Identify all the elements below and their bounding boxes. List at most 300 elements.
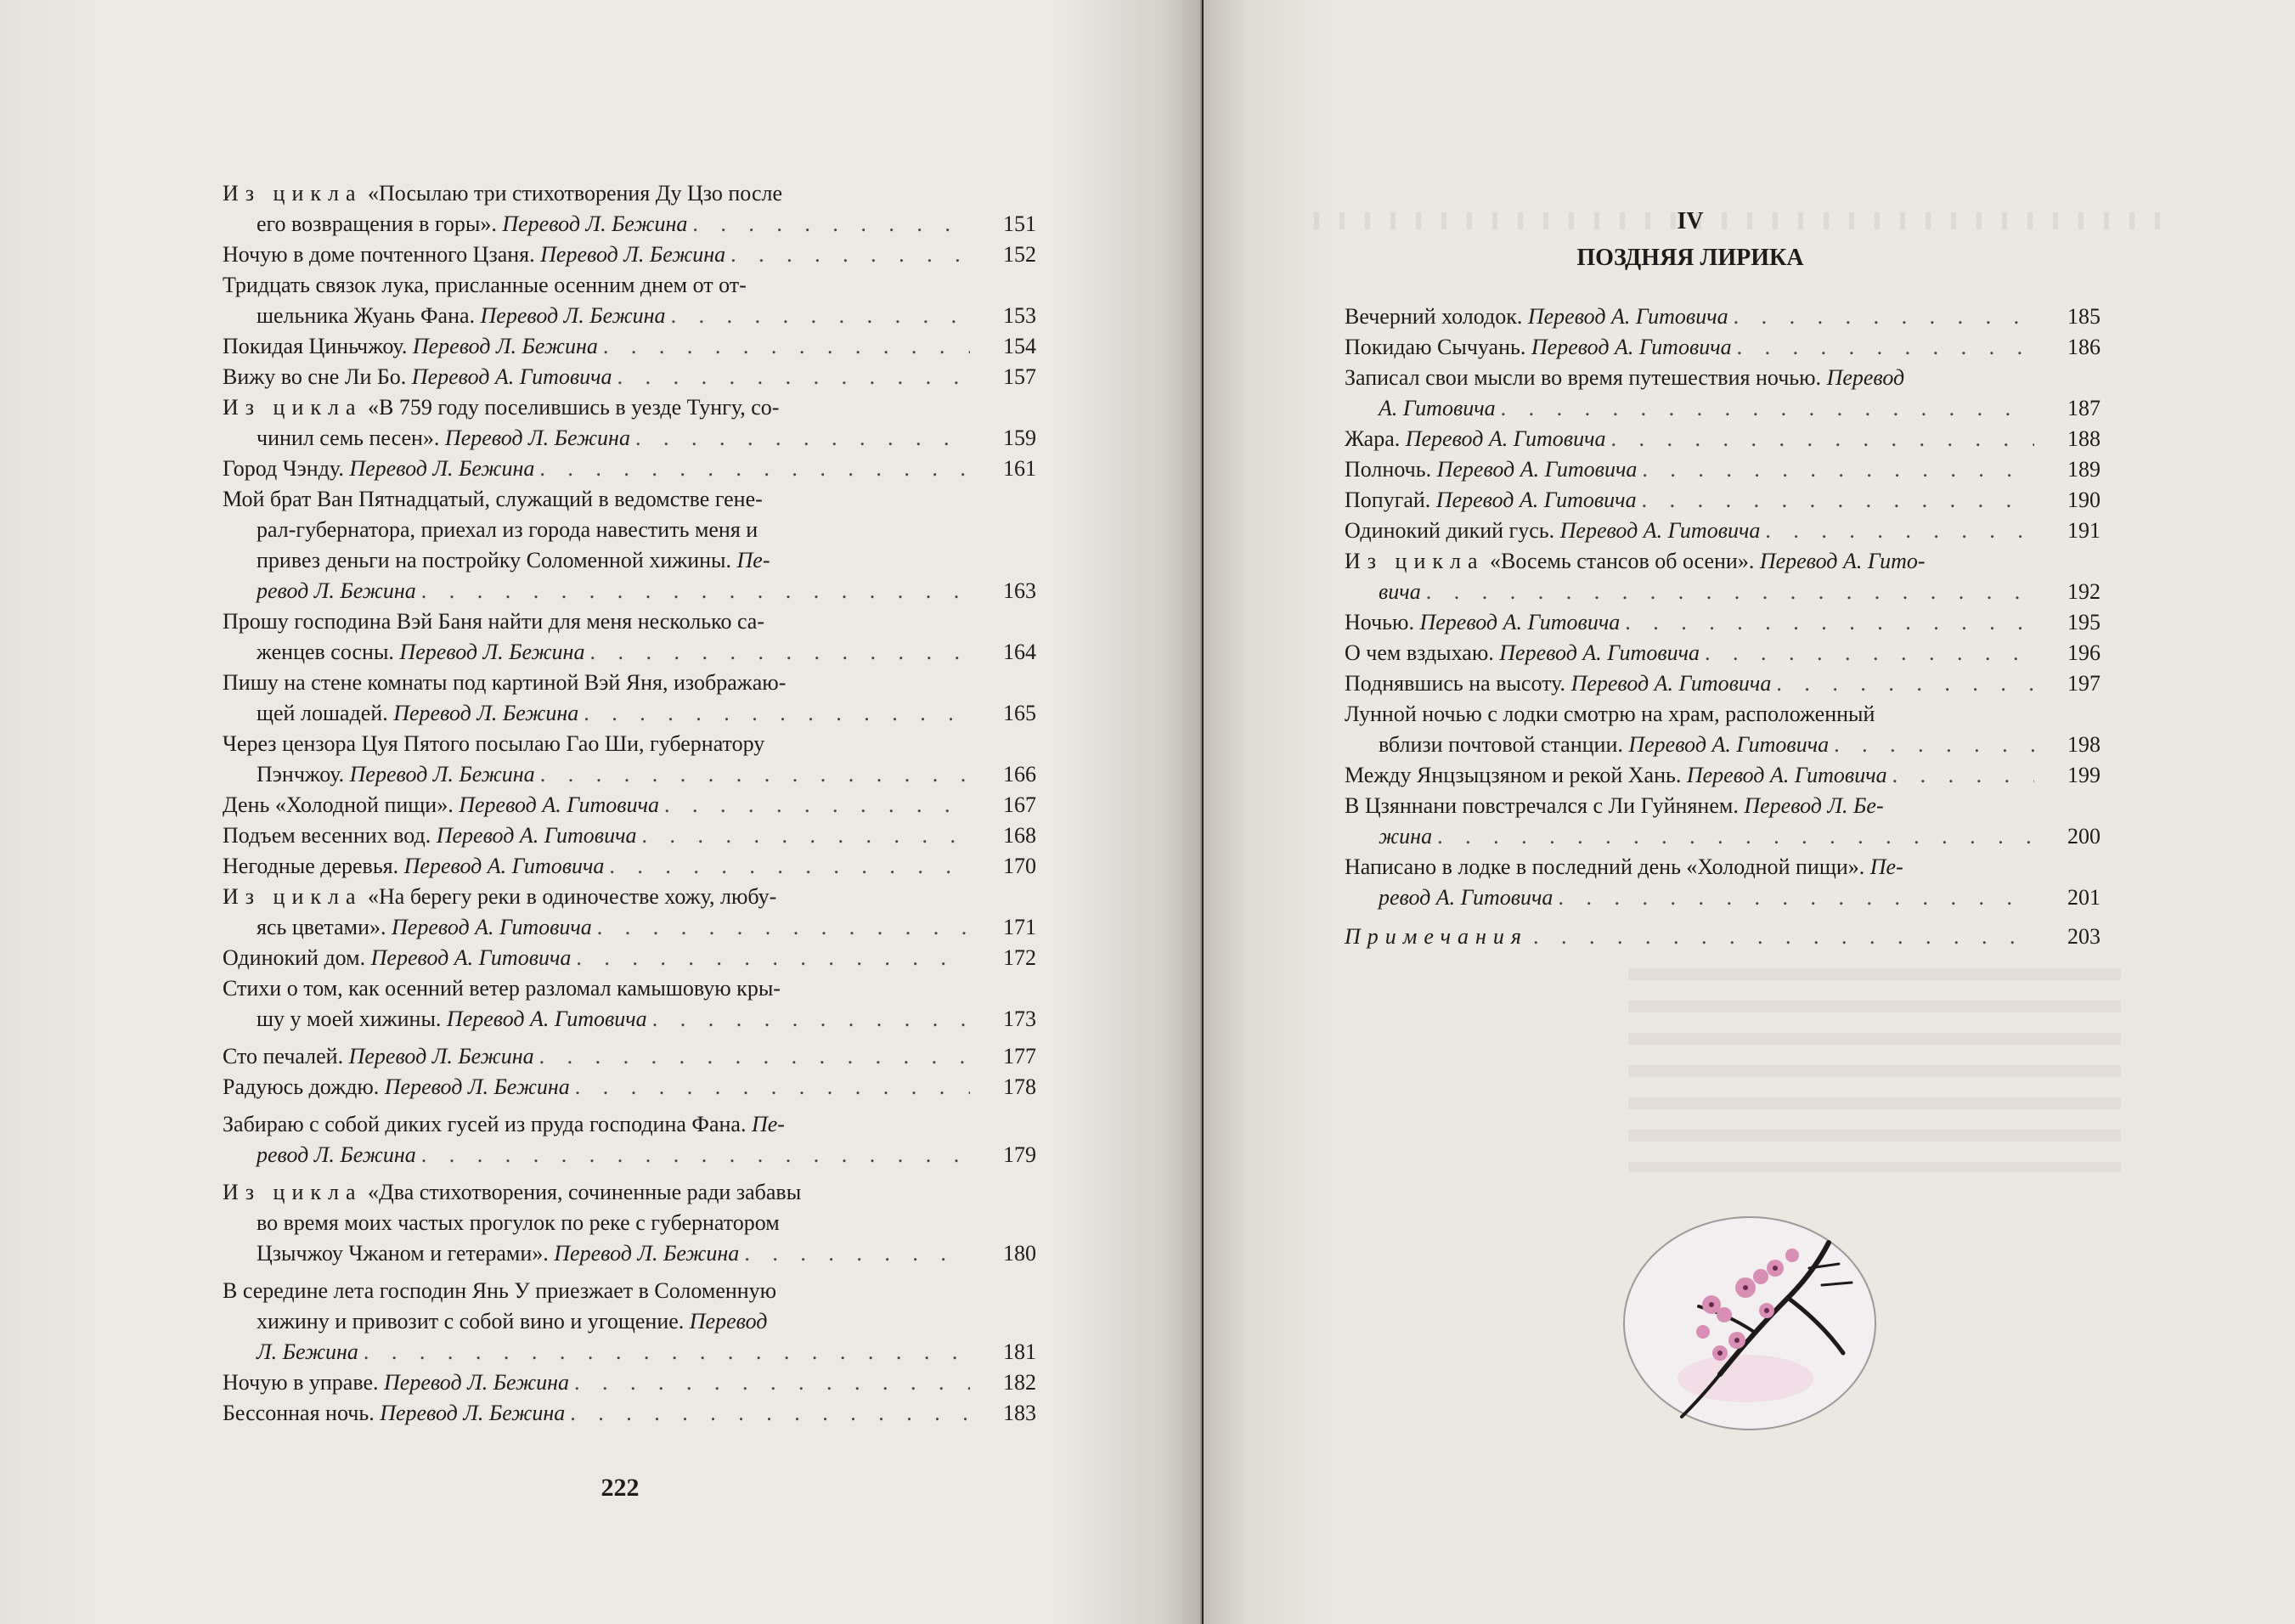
- translator: Перевод Л. Бежина: [384, 1370, 570, 1395]
- toc-line: [223, 545, 1036, 576]
- cycle-prefix: Из цикла: [223, 1180, 363, 1204]
- toc-line: [223, 851, 1036, 882]
- toc-entry: [223, 1072, 1036, 1102]
- translator: Перевод Л. Бежина: [540, 242, 726, 267]
- entry-title: Одинокий дом.: [223, 945, 371, 970]
- translator: жина: [1379, 824, 1433, 849]
- page-ref: 157: [1003, 364, 1036, 389]
- entry-text: [223, 178, 782, 209]
- dot-leader: [1533, 922, 2034, 952]
- entry-title: Стихи о том, как осенний ветер разломал камышовую кры-: [223, 976, 781, 1001]
- toc-line: [223, 637, 1036, 668]
- entry-text: [223, 1177, 801, 1208]
- toc-line: [223, 1004, 1036, 1035]
- translator: Перевод А. Гитовича: [1570, 671, 1772, 696]
- toc-line: [1345, 668, 2100, 699]
- entry-title: Полночь.: [1345, 457, 1437, 482]
- entry-text: [257, 912, 592, 943]
- toc-line: [223, 973, 1036, 1004]
- dot-leader: [1892, 760, 2034, 791]
- toc-entry: [223, 882, 1036, 943]
- toc-entry: [1345, 546, 2100, 607]
- entry-title: В Цзяннани повстречался с Ли Гуйнянем.: [1345, 793, 1745, 818]
- entry-text: [223, 240, 725, 270]
- toc-line: [223, 1306, 1036, 1337]
- entry-text: [223, 943, 571, 973]
- toc-line: [1345, 821, 2100, 852]
- entry-text: [257, 759, 535, 790]
- entry-text: [1345, 454, 1637, 485]
- toc-line: [223, 270, 1036, 301]
- toc-entry: [1345, 668, 2100, 699]
- toc-entry: [1345, 922, 2100, 952]
- translator: Перевод А. Гитовича: [459, 792, 659, 817]
- entry-title: вблизи почтовой станции.: [1379, 732, 1629, 757]
- entry-title: Прошу господина Вэй Баня найти для меня несколько са-: [223, 609, 765, 634]
- dot-leader: [692, 209, 970, 240]
- toc-line: [223, 484, 1036, 515]
- toc-entry: [223, 1109, 1036, 1170]
- translator: Перевод Л. Бежина: [348, 1044, 534, 1069]
- entry-title: чинил семь песен».: [257, 426, 445, 450]
- toc-entry: [223, 729, 1036, 790]
- toc-line: [1345, 607, 2100, 638]
- translator: Перевод А. Гитовича: [403, 854, 605, 878]
- toc-entry: [223, 1276, 1036, 1367]
- dot-leader: [540, 759, 970, 790]
- entry-text: [1379, 882, 1553, 913]
- toc-line: [223, 331, 1036, 362]
- page-ref: 185: [2067, 304, 2100, 329]
- page-ref: 166: [1003, 762, 1036, 787]
- page-ref: 195: [2067, 610, 2100, 634]
- page-ref: 191: [2067, 518, 2100, 543]
- toc-entry: [223, 668, 1036, 729]
- translator: Перевод А. Гитовича: [1527, 304, 1728, 329]
- entry-title: Лунной ночью с лодки смотрю на храм, расположенный: [1345, 702, 1875, 726]
- page-ref: 200: [2067, 824, 2100, 849]
- entry-text: [257, 423, 630, 454]
- entry-text: [257, 698, 578, 729]
- entry-text: [223, 362, 612, 392]
- entry-title: женцев сосны.: [257, 640, 400, 664]
- entry-text: [223, 668, 786, 698]
- entry-title: Город Чэнду.: [223, 456, 350, 481]
- entry-title: Через цензора Цуя Пятого посылаю Гао Ши, губернатору: [223, 731, 765, 756]
- entry-text: [257, 1004, 647, 1035]
- translator: Перевод Л. Бежина: [480, 303, 666, 328]
- translator: Перевод А. Гитовича: [1405, 426, 1606, 451]
- toc-entry: [223, 1367, 1036, 1398]
- dot-leader: [1558, 882, 2034, 913]
- entry-title: Вечерний холодок.: [1345, 304, 1528, 329]
- translator: ревод Л. Бежина: [257, 578, 416, 603]
- entry-title: Тридцать связок лука, присланные осенним днем от от-: [223, 273, 747, 297]
- entry-title: во время моих частых прогулок по реке с губернатором: [257, 1210, 780, 1235]
- toc-line: [223, 392, 1036, 423]
- toc-line: [1345, 393, 2100, 424]
- entry-title: Жара.: [1345, 426, 1406, 451]
- dot-leader: [1611, 424, 2035, 454]
- page-ref: 183: [1003, 1401, 1036, 1425]
- entry-text: [1345, 852, 1903, 882]
- entry-text: [223, 1041, 534, 1072]
- toc-line: [223, 301, 1036, 331]
- entry-title: «В 759 году поселившись в уезде Тунгу, со-: [362, 395, 780, 420]
- toc-entry: [223, 362, 1036, 392]
- toc-line: [223, 1177, 1036, 1208]
- page-ref: 161: [1003, 456, 1036, 481]
- dot-leader: [584, 698, 970, 729]
- translator: Перевод Л. Бежина: [349, 762, 535, 787]
- dot-leader: [603, 331, 970, 362]
- dot-leader: [1834, 730, 2034, 760]
- translator: Перевод Л. Бе-: [1744, 793, 1884, 818]
- translator: Перевод А. Гито-: [1759, 549, 1926, 573]
- translator: Перевод А. Гитовича: [1436, 457, 1638, 482]
- toc-line: [223, 912, 1036, 943]
- entry-title: Ночую в управе.: [223, 1370, 384, 1395]
- toc-entry: [223, 178, 1036, 240]
- toc-line: [223, 362, 1036, 392]
- toc-entry: [1345, 699, 2100, 760]
- page-ref: 180: [1003, 1241, 1036, 1266]
- page-ref: 164: [1003, 640, 1036, 664]
- page-ref: 198: [2067, 732, 2100, 757]
- entry-title: Радуюсь дождю.: [223, 1074, 385, 1099]
- toc-entry: [223, 392, 1036, 454]
- page-ref: 190: [2067, 488, 2100, 512]
- translator: вича: [1379, 579, 1421, 604]
- toc-entry: [1345, 485, 2100, 516]
- toc-line: [223, 1398, 1036, 1429]
- entry-text: [223, 270, 747, 301]
- entry-text: [223, 1109, 785, 1140]
- toc-line: [1345, 577, 2100, 607]
- page-ref: 163: [1003, 578, 1036, 603]
- page-ref: 154: [1003, 334, 1036, 358]
- dot-leader: [1776, 668, 2034, 699]
- dot-leader: [1426, 577, 2034, 607]
- page-ref: 171: [1003, 915, 1036, 939]
- entry-text: [1345, 607, 1620, 638]
- entry-title: шельника Жуань Фана.: [257, 303, 481, 328]
- entry-text: [1379, 730, 1829, 760]
- entry-text: [1345, 516, 1760, 546]
- cycle-prefix: Из цикла: [223, 395, 363, 420]
- page-ref: 152: [1003, 242, 1036, 267]
- translator: Перевод А. Гитовича: [446, 1007, 647, 1031]
- page-ref: 201: [2067, 885, 2100, 910]
- toc-line: [1345, 302, 2100, 332]
- toc-line: [223, 1041, 1036, 1072]
- toc-line: [223, 729, 1036, 759]
- translator: Перевод А. Гитовича: [1628, 732, 1830, 757]
- entry-text: [1345, 485, 1637, 516]
- toc-line: [1345, 699, 2100, 730]
- entry-title: «Посылаю три стихотворения Ду Цзо после: [362, 181, 783, 206]
- dot-leader: [576, 943, 970, 973]
- toc-line: [223, 576, 1036, 606]
- entry-title: его возвращения в горы».: [257, 211, 503, 236]
- toc-line: [223, 882, 1036, 912]
- page-ref: 165: [1003, 701, 1036, 725]
- entry-text: [257, 1306, 767, 1337]
- toc-line: [223, 1367, 1036, 1398]
- entry-text: [1379, 577, 1421, 607]
- entry-title: Покидаю Сычуань.: [1345, 335, 1531, 359]
- entry-text: [257, 637, 584, 668]
- translator: Перевод А. Гитовича: [370, 945, 572, 970]
- toc-line: [1345, 760, 2100, 791]
- dot-leader: [364, 1337, 970, 1367]
- entry-title: Бессонная ночь.: [223, 1401, 381, 1425]
- translator: Перевод Л. Бежина: [384, 1074, 570, 1099]
- toc-line: [1345, 424, 2100, 454]
- toc-entry: [1345, 363, 2100, 424]
- toc-line: [223, 606, 1036, 637]
- toc-line: [223, 454, 1036, 484]
- entry-text: [257, 301, 666, 331]
- entry-title: шу у моей хижины.: [257, 1007, 447, 1031]
- dot-leader: [642, 820, 971, 851]
- entry-text: [223, 606, 764, 637]
- toc-line: [1345, 852, 2100, 882]
- entry-title: Сто печалей.: [223, 1044, 349, 1069]
- entry-text: [223, 882, 776, 912]
- translator: Перевод Л. Бежина: [502, 211, 688, 236]
- toc-line: [223, 759, 1036, 790]
- translator: Перевод Л. Бежина: [412, 334, 598, 358]
- entry-title: Записал свои мысли во время путешествия ночью.: [1345, 365, 1827, 390]
- page-ref: 189: [2067, 457, 2100, 482]
- translator: Перевод А. Гитовича: [1419, 610, 1621, 634]
- entry-text: [223, 851, 604, 882]
- toc-line: [1345, 485, 2100, 516]
- entry-title: «Два стихотворения, сочиненные ради забавы: [362, 1180, 802, 1204]
- page-ref: 186: [2067, 335, 2100, 359]
- entry-text: [257, 1238, 739, 1269]
- entry-text: [1345, 668, 1771, 699]
- translator: Перевод А. Гитовича: [1531, 335, 1732, 359]
- entry-text: [223, 729, 764, 759]
- translator: Перевод А. Гитовича: [1435, 488, 1637, 512]
- dot-leader: [574, 1367, 970, 1398]
- entry-text: [223, 392, 779, 423]
- translator: Перевод Л. Бежина: [554, 1241, 740, 1266]
- toc-line: [1345, 516, 2100, 546]
- toc-line: [223, 790, 1036, 820]
- translator: Перевод Л. Бежина: [380, 1401, 566, 1425]
- translator: Перевод: [689, 1309, 768, 1334]
- toc-entry: [223, 943, 1036, 973]
- toc-entry: [1345, 638, 2100, 668]
- translator: Перевод А. Гитовича: [1559, 518, 1761, 543]
- dot-leader: [570, 1398, 970, 1429]
- toc-line: [223, 240, 1036, 270]
- table-of-contents-left: [223, 178, 1036, 1429]
- entry-title: Мой брат Ван Пятнадцатый, служащий в ведомстве гене-: [223, 487, 763, 511]
- entry-title: Вижу во сне Ли Бо.: [223, 364, 412, 389]
- toc-entry: [1345, 791, 2100, 852]
- dot-leader: [664, 790, 970, 820]
- entry-title: хижину и привозит с собой вино и угощение.: [257, 1309, 690, 1334]
- entry-text: [223, 454, 534, 484]
- toc-line: [1345, 922, 2100, 952]
- entry-text: [1345, 922, 1528, 952]
- toc-entry: [1345, 332, 2100, 363]
- toc-entry: [223, 240, 1036, 270]
- translator: Перевод: [1826, 365, 1905, 390]
- entry-title: щей лошадей.: [257, 701, 394, 725]
- page-ref: 197: [2067, 671, 2100, 696]
- toc-line: [223, 423, 1036, 454]
- section-title: ПОЗДНЯЯ ЛИРИКА: [1576, 245, 1804, 271]
- entry-title: Написано в лодке в последний день «Холодной пищи».: [1345, 854, 1870, 879]
- page-ref: 203: [2067, 924, 2100, 949]
- translator: Перевод А. Гитовича: [436, 823, 637, 848]
- entry-text: [257, 209, 687, 240]
- toc-line: [223, 1208, 1036, 1238]
- translator: А. Гитовича: [1379, 396, 1496, 420]
- toc-line: [223, 1238, 1036, 1269]
- entry-title: Между Янцзыцзяном и рекой Хань.: [1345, 763, 1687, 787]
- entry-text: [223, 1072, 570, 1102]
- toc-entry: [223, 1041, 1036, 1072]
- entry-title: Одинокий дикий гусь.: [1345, 518, 1560, 543]
- right-page: [1204, 0, 2295, 1624]
- toc-line: [1345, 454, 2100, 485]
- translator: Пе-: [751, 1112, 785, 1136]
- toc-line: [1345, 882, 2100, 913]
- toc-line: [1345, 546, 2100, 577]
- entry-text: [257, 576, 416, 606]
- toc-entry: [223, 1398, 1036, 1429]
- toc-entry: [223, 606, 1036, 668]
- page-ref: 170: [1003, 854, 1036, 878]
- toc-entry: [223, 331, 1036, 362]
- entry-title: Пишу на стене комнаты под картиной Вэй Яня, изображаю-: [223, 670, 787, 695]
- cycle-prefix: Из цикла: [223, 884, 363, 909]
- translator: Л. Бежина: [257, 1339, 358, 1364]
- toc-line: [223, 1109, 1036, 1140]
- entry-title: Покидая Циньчжоу.: [223, 334, 413, 358]
- entry-title: День «Холодной пищи».: [223, 792, 460, 817]
- entry-title: О чем вздыхаю.: [1345, 640, 1500, 665]
- page-number: 222: [601, 1474, 640, 1502]
- dot-leader: [730, 240, 970, 270]
- toc-line: [1345, 332, 2100, 363]
- toc-line: [223, 1337, 1036, 1367]
- page-ref: 181: [1003, 1339, 1036, 1364]
- entry-title: рал-губернатора, приехал из города навестить меня и: [257, 517, 758, 542]
- page-ref: 192: [2067, 579, 2100, 604]
- toc-entry: [1345, 454, 2100, 485]
- toc-line: [223, 515, 1036, 545]
- toc-line: [223, 1140, 1036, 1170]
- dot-leader: [744, 1238, 970, 1269]
- toc-entry: [1345, 760, 2100, 791]
- toc-entry: [1345, 516, 2100, 546]
- page-ref: 153: [1003, 303, 1036, 328]
- entry-text: [1379, 821, 1432, 852]
- dot-leader: [1705, 638, 2034, 668]
- dot-leader: [1765, 516, 2034, 546]
- toc-entry: [223, 270, 1036, 331]
- entry-text: [1345, 638, 1700, 668]
- dot-leader: [635, 423, 970, 454]
- page-ref: 151: [1003, 211, 1036, 236]
- page-ref: 178: [1003, 1074, 1036, 1099]
- toc-entry: [223, 454, 1036, 484]
- dot-leader: [1642, 454, 2034, 485]
- entry-title: Попугай.: [1345, 488, 1436, 512]
- toc-line: [223, 698, 1036, 729]
- entry-title: Цзычжоу Чжаном и гетерами».: [257, 1241, 555, 1266]
- page-ref: 173: [1003, 1007, 1036, 1031]
- toc-line: [1345, 730, 2100, 760]
- dot-leader: [421, 1140, 970, 1170]
- toc-line: [223, 1276, 1036, 1306]
- page-ref: 159: [1003, 426, 1036, 450]
- entry-title: Поднявшись на высоту.: [1345, 671, 1571, 696]
- entry-text: [223, 1276, 776, 1306]
- translator: ревод А. Гитовича: [1379, 885, 1553, 910]
- toc-line: [223, 178, 1036, 209]
- entry-text: [223, 331, 598, 362]
- dot-leader: [575, 1072, 970, 1102]
- translator: ревод Л. Бежина: [257, 1142, 416, 1167]
- dot-leader: [1734, 302, 2034, 332]
- page-ref: 172: [1003, 945, 1036, 970]
- entry-title: Ночую в доме почтенного Цзаня.: [223, 242, 541, 267]
- entry-text: [257, 545, 770, 576]
- entry-text: [1345, 791, 1884, 821]
- translator: Перевод Л. Бежина: [393, 701, 579, 725]
- toc-line: [223, 1072, 1036, 1102]
- toc-entry: [223, 790, 1036, 820]
- toc-line: [1345, 791, 2100, 821]
- plum-blossom-branch-icon: [1618, 1204, 1881, 1434]
- entry-text: [1345, 363, 1904, 393]
- toc-line: [223, 209, 1036, 240]
- entry-text: [223, 790, 659, 820]
- entry-title: привез деньги на постройку Соломенной хижины.: [257, 548, 737, 572]
- dot-leader: [1625, 607, 2034, 638]
- entry-text: [223, 1367, 569, 1398]
- toc-entry: [1345, 607, 2100, 638]
- translator: Перевод Л. Бежина: [349, 456, 535, 481]
- toc-line: [1345, 638, 2100, 668]
- page-ref: 199: [2067, 763, 2100, 787]
- dot-leader: [1437, 821, 2034, 852]
- entry-title: ясь цветами».: [257, 915, 392, 939]
- toc-entry: [1345, 424, 2100, 454]
- dot-leader: [597, 912, 970, 943]
- translator: Пе-: [1869, 854, 1903, 879]
- dot-leader: [609, 851, 970, 882]
- cycle-prefix: Из цикла: [1345, 549, 1485, 573]
- dot-leader: [539, 454, 970, 484]
- dot-leader: [1642, 485, 2034, 516]
- section-number: IV: [1677, 208, 1704, 234]
- toc-line: [223, 820, 1036, 851]
- entry-title: Пэнчжоу.: [257, 762, 350, 787]
- entry-text: [1345, 424, 1606, 454]
- entry-text: [257, 1337, 358, 1367]
- notes-label: Примечания: [1345, 924, 1528, 949]
- entry-text: [257, 515, 758, 545]
